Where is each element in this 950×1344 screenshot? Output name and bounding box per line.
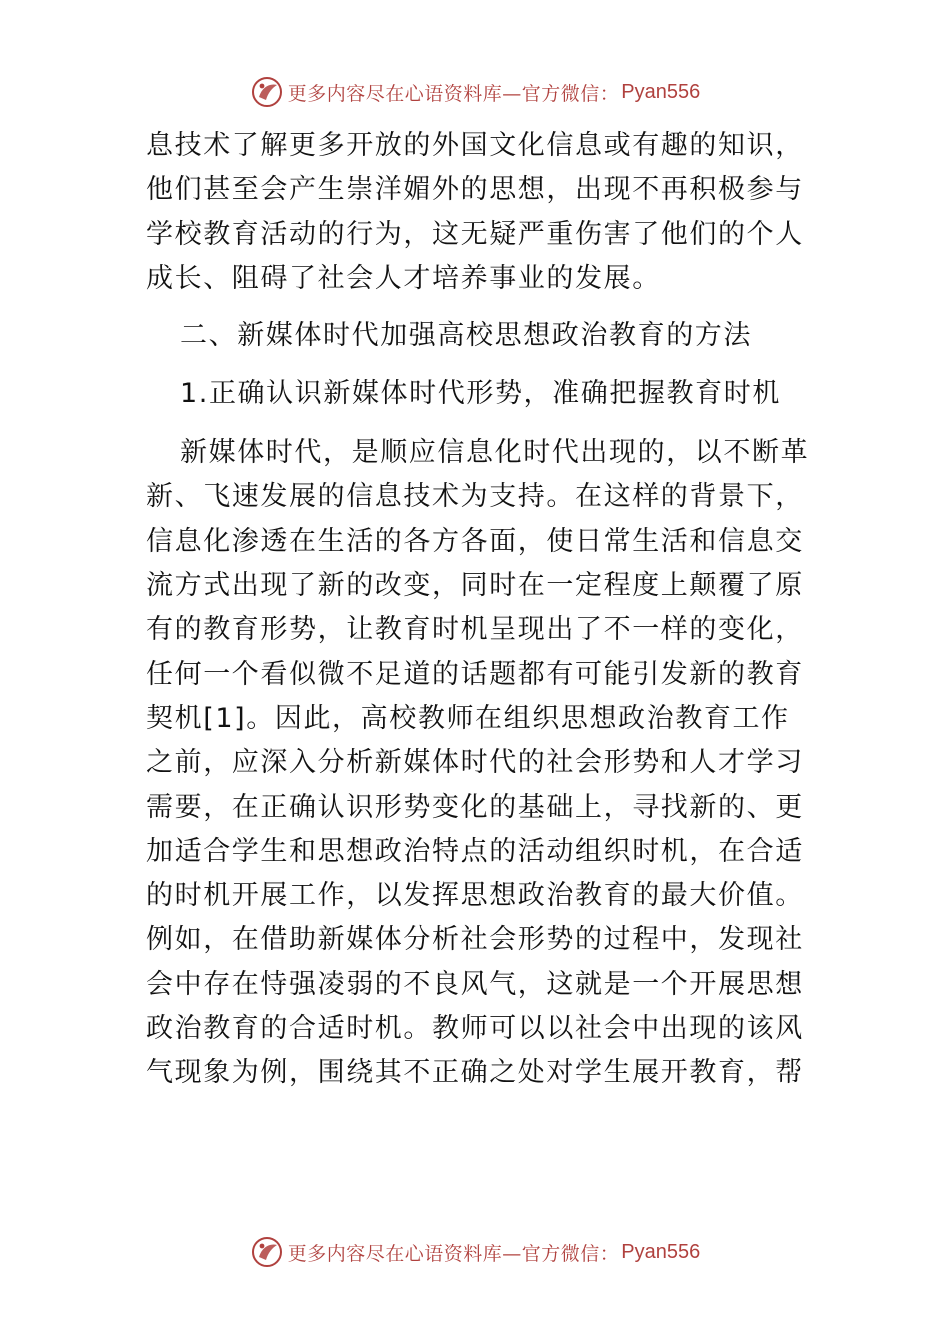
text-line: 之前，应深入分析新媒体时代的社会形势和人才学习 (146, 747, 804, 779)
text-line: 他们甚至会产生崇洋媚外的思想，出现不再积极参与 (146, 174, 804, 206)
header-watermark (0, 70, 950, 114)
document-body (146, 124, 810, 1096)
text-line: 新媒体时代，是顺应信息化时代出现的，以不断革 (180, 437, 810, 469)
watermark-text: 更多内容尽在心语资料库—官方微信： (287, 82, 620, 105)
footer-watermark (0, 1230, 950, 1274)
text-line: 例如，在借助新媒体分析社会形势的过程中，发现社 (146, 924, 804, 956)
text-line: 需要，在正确认识形势变化的基础上，寻找新的、更 (146, 791, 804, 823)
text-line: 成长、阻碍了社会人才培养事业的发展。 (146, 262, 661, 294)
text-line: 流方式出现了新的改变，同时在一定程度上颠覆了原 (146, 570, 804, 602)
subsection-heading: 1.正确认识新媒体时代形势，准确把握教育时机 (180, 378, 781, 410)
text-line: 有的教育形势，让教育时机呈现出了不一样的变化， (146, 614, 804, 646)
watermark-wechat-id: Pyan556 (621, 1240, 701, 1263)
text-line: 任何一个看似微不足道的话题都有可能引发新的教育 (146, 658, 804, 690)
watermark-wechat-id: Pyan556 (621, 80, 701, 103)
text-line: 气现象为例，围绕其不正确之处对学生展开教育，帮 (146, 1057, 804, 1089)
seal-logo-icon (250, 1235, 284, 1269)
text-line: 的时机开展工作，以发挥思想政治教育的最大价值。 (146, 880, 804, 912)
seal-logo-icon (250, 75, 284, 109)
text-line: 加适合学生和思想政治特点的活动组织时机，在合适 (146, 835, 804, 867)
section-heading: 二、新媒体时代加强高校思想政治教育的方法 (180, 320, 752, 352)
text-line: 政治教育的合适时机。教师可以以社会中出现的该风 (146, 1013, 804, 1045)
text-line: 信息化渗透在生活的各方各面，使日常生活和信息交 (146, 525, 804, 557)
text-line: 新、飞速发展的信息技术为支持。在这样的背景下， (146, 481, 804, 513)
text-line: 息技术了解更多开放的外国文化信息或有趣的知识， (146, 130, 804, 161)
text-line: 学校教育活动的行为，这无疑严重伤害了他们的个人 (146, 218, 804, 250)
text-line: 契机[1]。因此，高校教师在组织思想政治教育工作 (146, 702, 790, 734)
text-line: 会中存在恃强凌弱的不良风气，这就是一个开展思想 (146, 968, 804, 1000)
watermark-text: 更多内容尽在心语资料库—官方微信： (287, 1242, 620, 1265)
